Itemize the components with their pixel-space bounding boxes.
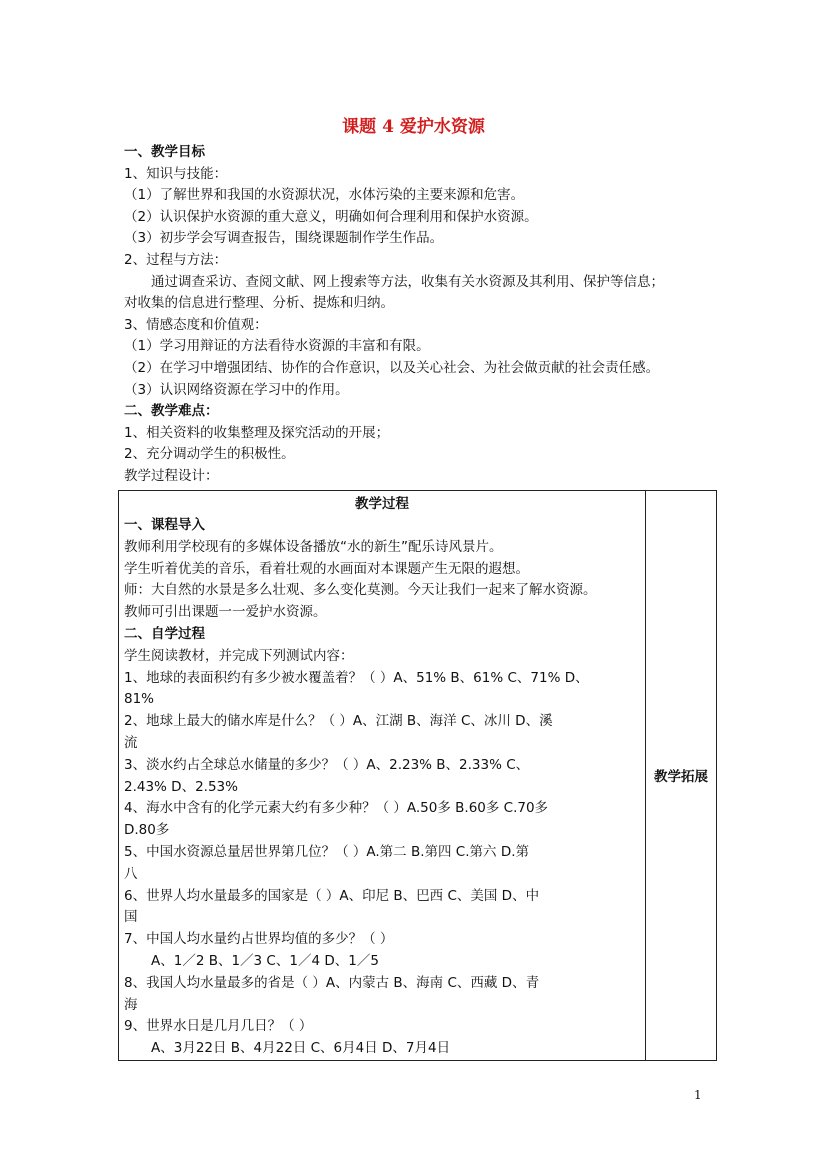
text-line: 国: [124, 909, 138, 926]
text-line: 81%: [124, 691, 155, 708]
text-line: 教师利用学校现有的多媒体设备播放“水的新生”配乐诗风景片。: [124, 538, 503, 555]
text-line: 八: [124, 865, 138, 882]
text-line: 7、中国人均水量约占世界均值的多少？（ ）: [124, 931, 394, 948]
text-line: 5、中国水资源总量居世界第几位？（ ）A.第二 B.第四 C.第六 D.第: [124, 843, 529, 860]
document-title: 课题 4 爱护水资源: [342, 117, 485, 137]
process-content: [124, 515, 640, 1060]
text-line: （1）学习用辩证的方法看待水资源的丰富和有限。: [124, 338, 430, 355]
teaching-process-table: [118, 490, 717, 1061]
text-line: 2.43% D、2.53%: [124, 778, 238, 795]
text-line: （3）认识网络资源在学习中的作用。: [124, 381, 349, 398]
text-line: 9、世界水日是几月几日？（ ）: [124, 1018, 313, 1035]
text-line: 8、我国人均水量最多的省是（ ）A、内蒙古 B、海南 C、西藏 D、青: [124, 974, 540, 991]
text-line: （2）在学习中增强团结、协作的合作意识，以及关心社会、为社会做贡献的社会责任感。: [124, 359, 660, 376]
intro-section: [124, 142, 724, 488]
text-line: 学生阅读教材，并完成下列测试内容：: [124, 647, 354, 664]
text-line: 对收集的信息进行整理、分析、提炼和归纳。: [124, 295, 394, 312]
text-line: （1）了解世界和我国的水资源状况，水体污染的主要来源和危害。: [124, 187, 525, 204]
process-header: 教学过程: [355, 496, 409, 512]
text-line: 流: [124, 734, 138, 751]
text-line: （3）初步学会写调查报告，围绕课题制作学生作品。: [124, 230, 444, 247]
page-number: 1: [694, 1088, 702, 1102]
text-line: 海: [124, 996, 138, 1013]
text-line: 师：大自然的水景是多么壮观、多么变化莫测。今天让我们一起来了解水资源。: [124, 582, 597, 599]
text-line: 1、相关资料的收集整理及探究活动的开展；: [124, 424, 390, 441]
text-line: 3、情感态度和价值观：: [124, 316, 268, 333]
text-line: 通过调查采访、查阅文献、网上搜索等方法，收集有关水资源及其利用、保护等信息；: [151, 273, 664, 290]
section-heading: 二、自学过程: [124, 625, 205, 642]
text-line: A、3月22日 B、4月22日 C、6月4日 D、7月4日: [151, 1040, 451, 1057]
section-heading: 二、教学难点：: [124, 403, 219, 420]
text-line: 6、世界人均水量最多的国家是（ ）A、印尼 B、巴西 C、美国 D、中: [124, 887, 540, 904]
text-line: 1、地球的表面积约有多少被水覆盖着？（ ）A、51% B、61% C、71% D、: [124, 669, 589, 686]
text-line: 学生听着优美的音乐，看着壮观的水画面对本课题产生无限的遐想。: [124, 560, 529, 577]
text-line: 3、淡水约占全球总水储量的多少？（ ）A、2.23% B、2.33% C、: [124, 756, 530, 773]
text-line: 1、知识与技能：: [124, 165, 228, 182]
text-line: D.80多: [124, 822, 170, 839]
extension-label: 教学拓展: [654, 769, 708, 786]
section-heading: 一、课程导入: [124, 517, 205, 533]
text-line: 教学过程设计：: [124, 467, 219, 484]
text-line: 教师可引出课题一一爱护水资源。: [124, 604, 327, 621]
text-line: 2、充分调动学生的积极性。: [124, 446, 295, 463]
section-heading: 一、教学目标: [124, 144, 205, 160]
process-cell: [119, 491, 646, 1061]
text-line: （2）认识保护水资源的重大意义，明确如何合理利用和保护水资源。: [124, 208, 538, 225]
text-line: 2、地球上最大的储水库是什么？（ ）A、江湖 B、海洋 C、冰川 D、溪: [124, 713, 553, 730]
text-line: A、1／2 B、1／3 C、1／4 D、1／5: [151, 952, 379, 969]
extension-cell: [646, 491, 717, 1061]
text-line: 4、海水中含有的化学元素大约有多少种？（ ）A.50多 B.60多 C.70多: [124, 800, 549, 817]
text-line: 2、过程与方法：: [124, 251, 228, 268]
